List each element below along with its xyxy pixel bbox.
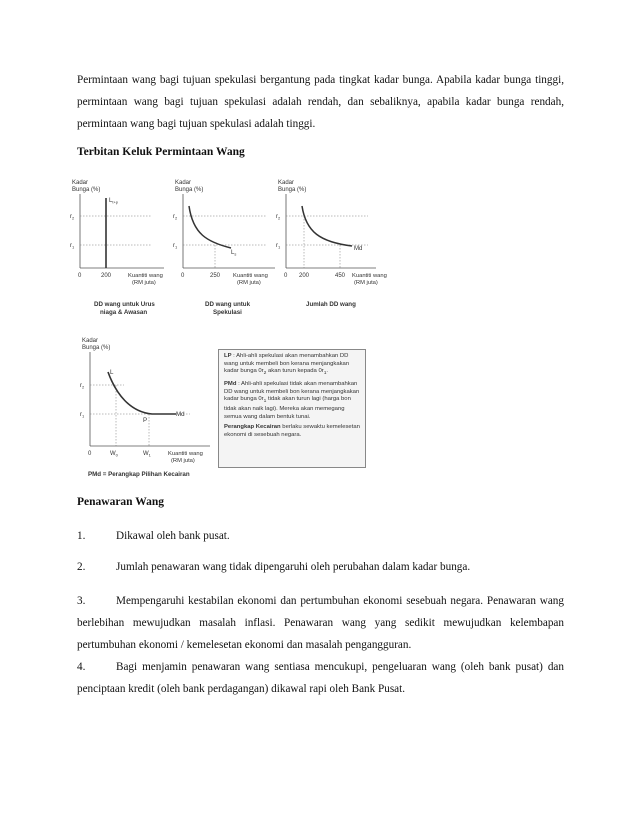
svg-text:r1: $r_1$ [276, 243, 281, 250]
box-lp: LP : Ahli-ahli spekulasi akan menambahkan DD wang untuk membeli bon kerana menjangkakan kadar bunga $0r_2$ akan turun kepada $0r_1$. [224, 353, 350, 377]
svg-text:Bunga (%): Bunga (%) [72, 187, 101, 193]
list-item: 4. Bagi menjamin penawaran wang sentiasa mencukupi, pengeluaran wang (oleh bank pusat) dan penciptaan kredit (oleh bank perdagangan) dikawal rapi oleh Bank Pusat. [77, 661, 564, 695]
graph3-x1: 200 [299, 273, 310, 279]
graph1-xlabel: Kuantiti wang [128, 273, 163, 279]
graph3-x2: 450 [335, 273, 346, 279]
graph-perangkap-kecairan [70, 336, 220, 484]
graph-dd-spekulasi [167, 176, 282, 321]
graph1-curve-label: $L_{t+p}$ [109, 198, 119, 205]
graph2-x1: 250 [210, 273, 221, 279]
graph2-caption: DD wang untuk [205, 301, 251, 308]
svg-text:Kuantiti wang: Kuantiti wang [233, 273, 268, 279]
graph-dd-urus-niaga [62, 176, 172, 321]
svg-text:0: 0 [284, 273, 288, 279]
graph3-caption: Jumlah DD wang [306, 301, 356, 308]
svg-text:Bunga (%): Bunga (%) [82, 345, 111, 351]
svg-text:Spekulasi: Spekulasi [213, 309, 242, 316]
graph4-curve [108, 372, 176, 414]
svg-text:Kadar: Kadar [278, 180, 295, 186]
section-heading-penawaran: Penawaran Wang [77, 496, 165, 508]
graph2-curve [189, 206, 231, 248]
list-item: 1. Dikawal oleh bank pusat. [77, 530, 230, 542]
svg-text:r1: $r_1$ [80, 412, 85, 419]
graph3-curve-label: Md [354, 246, 363, 252]
svg-text:Bunga (%): Bunga (%) [175, 187, 204, 193]
graph3-curve [302, 206, 352, 246]
graph1-r1: $r_1$ [70, 243, 75, 250]
box-pmd: PMd : Ahli-ahli spekulasi tidak akan menambahkan DD wang untuk membeli bon kerana menjangkakan kadar bunga $0r_1$ tidak akan turun lagi (harga bon tidak akan naik lagi). Mereka akan memegang semua wang dalam bentuk tunai. [224, 380, 360, 420]
graph4-w0: $W_0$ [110, 451, 118, 458]
graph1-x0: 0 [78, 273, 82, 279]
svg-text:Kuantiti wang: Kuantiti wang [352, 273, 387, 279]
graph4-caption: PMd = Perangkap Pilihan Kecairan [88, 471, 190, 478]
svg-text:(RM juta): (RM juta) [132, 280, 156, 286]
svg-text:r1: $r_1$ [173, 243, 178, 250]
list-item: 3. Mempengaruhi kestabilan ekonomi dan pertumbuhan ekonomi sesebuah negara. Penawaran wang berlebihan mewujudkan masalah inflasi. Penawaran wang yang sedikit mewujudkan kelembapan pertumbuhan ekonomi / kemelesetan ekonomi dan masalah pengangguran. [77, 595, 564, 651]
graph1-caption: DD wang untuk Urus [94, 301, 155, 308]
svg-text:(RM juta): (RM juta) [237, 280, 261, 286]
graph4-label-p: P [143, 417, 148, 424]
box-perangkap: Perangkap Kecairan berlaku sewaktu kemelesetan ekonomi di sesebuah negara. [224, 424, 360, 438]
svg-text:(RM juta): (RM juta) [354, 280, 378, 286]
graph1-r2: $r_2$ [70, 214, 75, 221]
svg-text:r2: $r_2$ [173, 214, 178, 221]
svg-text:Kadar: Kadar [175, 180, 192, 186]
graph4-label-l: L [110, 369, 114, 376]
svg-text:(RM juta): (RM juta) [171, 458, 195, 464]
svg-text:Kadar: Kadar [82, 338, 99, 344]
svg-text:r2: $r_2$ [80, 383, 85, 390]
svg-text:Bunga (%): Bunga (%) [278, 187, 307, 193]
graph2-curve-label: $L_s$ [231, 250, 237, 257]
list-item: 2. Jumlah penawaran wang tidak dipengaruhi oleh perubahan dalam kadar bunga. [77, 561, 471, 573]
svg-text:0: 0 [88, 451, 92, 457]
svg-text:niaga & Awasan: niaga & Awasan [100, 309, 148, 316]
intro-paragraph: Permintaan wang bagi tujuan spekulasi bergantung pada tingkat kadar bunga. Apabila kadar bunga tinggi, permintaan wang bagi tujuan spekulasi adalah rendah, dan sebaliknya, apabila kadar bunga rendah, permintaan wang bagi tujuan spekulasi adalah tinggi. [77, 74, 564, 130]
graph1-x1: 200 [101, 273, 112, 279]
graph4-w1: $W_1$ [143, 451, 151, 458]
graph-jumlah-dd [270, 176, 387, 321]
explanation-box [218, 349, 366, 468]
svg-text:Kuantiti wang: Kuantiti wang [168, 451, 203, 457]
section-heading-terbitan: Terbitan Keluk Permintaan Wang [77, 146, 245, 158]
svg-text:0: 0 [181, 273, 185, 279]
svg-text:r2: $r_2$ [276, 214, 281, 221]
graph1-ylabel: Kadar [72, 180, 89, 186]
graph4-label-md: Md [176, 411, 185, 418]
